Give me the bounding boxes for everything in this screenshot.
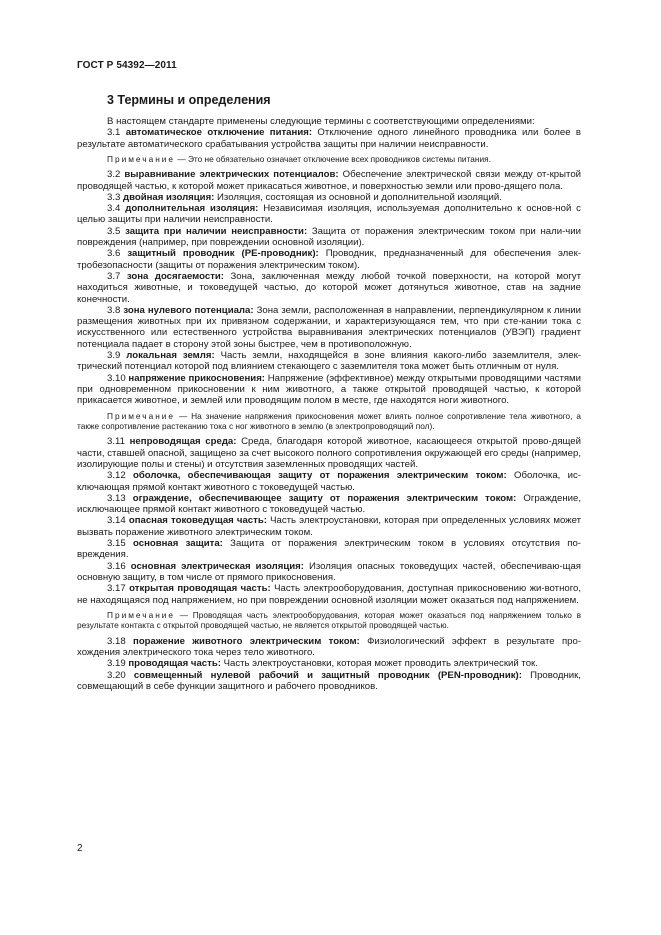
term-3-18: 3.18 поражение животного электрическим током: Физиологический эффект в результате про-хождения электрического тока через тело животного.: [77, 635, 582, 658]
term-3-20: 3.20 совмещенный нулевой рабочий и защитный проводник (PEN-проводник): Проводник, совмещающий в себе функции защитного и рабочего проводников.: [77, 669, 581, 692]
note-1: Примечание — Это не обязательно означает отключение всех проводников системы питания.: [107, 153, 491, 164]
term-3-1: 3.1 автоматическое отключение питания: Отключение одного линейного проводника или более в результате автоматического срабатывания устройства защиты при наличии неисправности.: [77, 127, 582, 150]
term-3-3: 3.3 двойная изоляция: Изоляция, состоящая из основной и дополнительной изоляций.: [107, 191, 502, 203]
section-title: 3 Термины и определения: [107, 93, 271, 107]
document-body: [77, 116, 581, 692]
term-3-19: 3.19 проводящая часть: Часть электроустановки, которая может проводить электрический ток.: [107, 658, 538, 670]
term-3-13: 3.13 ограждение, обеспечивающее защиту от поражения электрическим током: Ограждение, исключающее прямой контакт животного с токоведущей частью.: [77, 492, 582, 516]
term-3-4: 3.4 дополнительная изоляция: Независимая изоляция, используемая дополнительно к основ-ной с целью защиты при наличии неисправности.: [77, 203, 581, 226]
term-3-6: 3.6 защитный проводник (РЕ-проводник): Проводник, предназначенный для обеспечения элек-тробезопасности (защиты от поражения электрическим током).: [77, 248, 582, 271]
term-3-7: 3.7 зона досягаемости: Зона, заключенная между любой точкой поверхности, на которой могут находиться животные, и токоведущей частью, до которой может дотянуться животное, став на задние конечности.: [77, 270, 581, 305]
page-number: 2: [77, 843, 83, 854]
term-3-10: 3.10 напряжение прикосновения: Напряжение (эффективное) между открытыми проводящими частями при одновременном прикосновении к ним животного, а также открытой проводящей частью, к которой прикасается животное, и землей или проводящим полом в месте, где находятся ноги животного.: [77, 372, 582, 407]
term-3-14: 3.14 опасная токоведущая часть: Часть электроустановки, которая при определенных условиях может вызвать поражение животного электрическим током.: [77, 515, 582, 538]
term-3-8: 3.8 зона нулевого потенциала: Зона земли, расположенная в направлении, перпендикулярном к линии размещения животных при их привязном содержании, и характеризующаяся тем, что при сте-кании тока с искусственного или естественного устройства выравнивания электрических потенциалов (УВЭП) градиент потенциала падает в сторону этой зоны быстрее, чем в противоположную.: [77, 304, 581, 350]
note-3: Примечание — Проводящая часть электрооборудования, которая может оказаться под напряжением только в результате контакта с открытой проводящей частью, не является открытой проводящей частью.: [77, 609, 581, 631]
term-3-9: 3.9 локальная земля: Часть земли, находящейся в зоне влияния какого-либо заземлителя, элек-трический потенциал которой под влиянием стекающего с заземлителя тока может быть отличным от нуля.: [77, 350, 582, 373]
intro-paragraph: В настоящем стандарте применены следующие термины с соответствующими определениями:: [107, 116, 535, 127]
term-3-15: 3.15 основная защита: Защита от поражения электрическим током в условиях отсутствия по-вреждения.: [77, 538, 581, 561]
term-3-16: 3.16 основная электрическая изоляция: Изоляция опасных токоведущих частей, обеспечиваю-щая основную защиту, в том числе от прямого прикосновения.: [77, 560, 582, 583]
term-3-12: 3.12 оболочка, обеспечивающая защиту от поражения электрическим током: Оболочка, ис-ключающая прямой контакт животного с токоведущей частью.: [77, 470, 582, 493]
standard-header: ГОСТ Р 54392—2011: [77, 60, 177, 71]
term-3-17: 3.17 открытая проводящая часть: Часть электрооборудования, доступная прикосновению жи-вотного, не находящаяся под напряжением, но при повреждении основной изоляции может оказаться под напряжением.: [77, 583, 581, 606]
term-3-11: 3.11 непроводящая среда: Среда, благодаря которой животное, касающееся открытой прово-дящей части, ставшей опасной, защищено за счет высокого полного сопротивления окружающей его среды (например, изолирующие полы и стены) и отсутствия заземленных проводящих частей.: [77, 436, 581, 470]
term-3-2: 3.2 выравнивание электрических потенциалов: Обеспечение электрической связи между от-крытой проводящей частью, к которой может прикасаться животное, и поверхностью земли или прово-дящего пола.: [77, 169, 582, 192]
term-3-5: 3.5 защита при наличии неисправности: Защита от поражения электрическим током при нали-чии повреждения (например, при повреждении основной изоляции).: [77, 225, 582, 249]
note-2: Примечание — На значение напряжения прикосновения может влиять полное сопротивление тела животного, а также сопротивление растеканию тока с ног животного в землю (в электропроводящий пол).: [77, 410, 581, 431]
